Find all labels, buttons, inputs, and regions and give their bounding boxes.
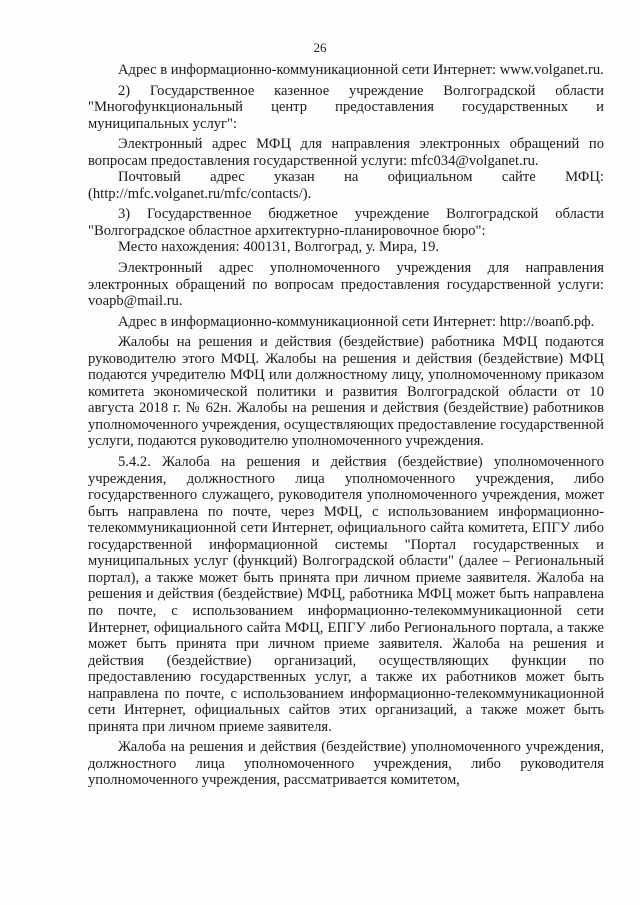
paragraph-complaints-mfc: Жалобы на решения и действия (бездействие) работника МФЦ подаются руководителю этого МФЦ. Жалобы на решения и действия (бездействие) МФЦ подаются учредителю МФЦ или должностному лицу, уполномоченному приказом комитета экономической политики и развития Волгоградской области от 10 августа 2018 г. № 62н. Жалобы на решения и действия (бездействие) работников уполномоченного учреждения, осуществляющих предоставление государственной услуги, подаются руководителю уполномоченного учреждения. — [88, 334, 604, 450]
paragraph-mfc-institution: 2) Государственное казенное учреждение Волгоградской области "Многофункциональный центр предоставления государственных и муниципальных услуг": — [88, 82, 604, 132]
document-body — [88, 62, 604, 789]
paragraph-voapb-email: Электронный адрес уполномоченного учреждения для направления электронных обращений по вопросам предоставления государственной услуги: voapb@mail.ru. — [88, 260, 604, 310]
paragraph-5-4-2: 5.4.2. Жалоба на решения и действия (бездействие) уполномоченного учреждения, должностного лица уполномоченного учреждения, либо государственного служащего, руководителя уполномоченного учреждения, может быть направлена по почте, через МФЦ, с использованием информационно-телекоммуникационной сети Интернет, официального сайта комитета, ЕПГУ либо государственной информационной системы "Портал государственных и муниципальных услуг (функций) Волгоградской области" (далее – Региональный портал), а также может быть принята при личном приеме заявителя. Жалоба на решения и действия (бездействие) МФЦ, работника МФЦ может быть направлена по почте, с использованием информационно-телекоммуникационной сети Интернет, официального сайта МФЦ, ЕПГУ либо Регионального портала, а также может быть принята при личном приеме заявителя. Жалоба на решения и действия (бездействие) организаций, осуществляющих функции по предоставлению государственных услуг, а также их работников может быть направлена по почте, с использованием информационно-телекоммуникационной сети Интернет, официальных сайтов этих организаций, а также может быть принята при личном приеме заявителя. — [88, 454, 604, 735]
paragraph-voapb-location: Место нахождения: 400131, Волгоград, у. Мира, 19. — [118, 239, 440, 256]
paragraph-mfc-postal: Почтовый адрес указан на официальном сайте МФЦ: (http://mfc.volganet.ru/mfc/contacts/). — [88, 169, 604, 202]
paragraph-voapb-institution: 3) Государственное бюджетное учреждение Волгоградской области "Волгоградское областное архитектурно-планировочное бюро": — [88, 206, 604, 239]
paragraph-mfc-email: Электронный адрес МФЦ для направления электронных обращений по вопросам предоставления государственной услуги: mfc034@volganet.ru. — [88, 136, 604, 169]
page-number: 26 — [313, 40, 327, 55]
paragraph-address-volganet: Адрес в информационно-коммуникационной сети Интернет: www.volganet.ru. — [118, 62, 604, 78]
paragraph-voapb-website: Адрес в информационно-коммуникационной сети Интернет: http://воапб.рф. — [118, 313, 595, 330]
paragraph-complaint-review: Жалоба на решения и действия (бездействие) уполномоченного учреждения, должностного лица уполномоченного учреждения, либо руководителя уполномоченного учреждения, рассматривается комитетом, — [88, 739, 604, 789]
